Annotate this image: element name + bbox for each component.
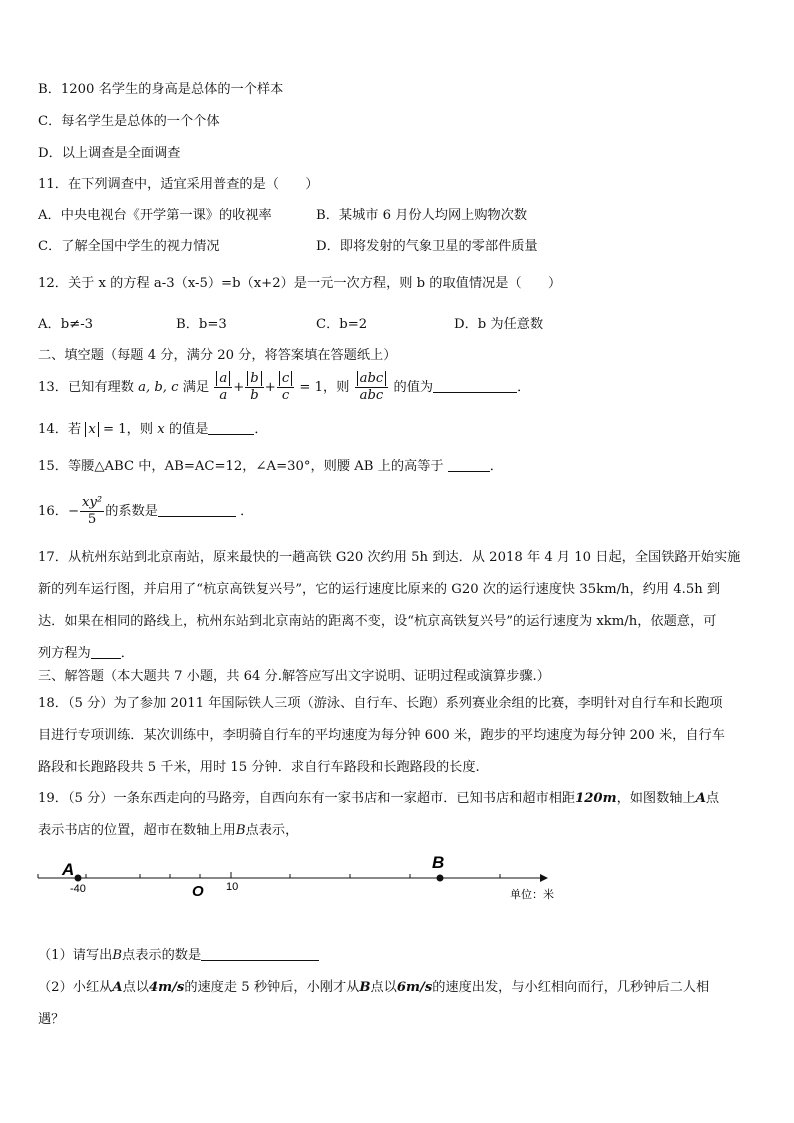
q13-suffix: 的值为 <box>393 380 434 395</box>
q15-end: ． <box>489 459 503 474</box>
q17-line-4 <box>38 644 134 664</box>
q16-num: xy² <box>82 495 103 510</box>
q11-option-d: D．即将发射的气象卫星的零部件质量 <box>316 239 538 254</box>
label-a: A <box>62 860 75 879</box>
q14-var: x <box>157 422 165 437</box>
q13-frac-a-num: a <box>216 371 230 386</box>
q17-answer-blank[interactable] <box>91 644 121 659</box>
q13-equals: = 1，则 <box>299 380 350 395</box>
q19-l2-text-a: 表示书店的位置，超市在数轴上用 <box>38 823 236 838</box>
q16-end: ． <box>240 504 254 519</box>
tick-label-10: 10 <box>226 881 239 893</box>
q18-line-3: 路段和长跑路段共 5 千米，用时 15 分钟．求自行车路段和长跑路段的长度. <box>38 760 480 775</box>
q19-sub1-point-b: B <box>112 948 123 963</box>
unit-label: 单位：米 <box>510 889 554 901</box>
q16-frac <box>80 495 104 528</box>
q16-suffix: 的系数是 <box>105 504 158 519</box>
q19-sub-2-cont: 遇？ <box>38 1012 65 1027</box>
q16 <box>38 494 253 530</box>
q19-sub-1 <box>38 946 319 966</box>
q13-frac-abc <box>355 371 389 404</box>
q19-sub1-text-a: （1）请写出 <box>38 948 113 963</box>
q13-plus-2: + <box>264 380 276 395</box>
q12-option-a: A．b≠-3 <box>38 317 94 332</box>
q14-answer-blank[interactable] <box>208 420 254 435</box>
q14-end: ． <box>254 422 268 437</box>
q13-frac-c-den: c <box>281 388 290 403</box>
q19-point-b-ref: B <box>235 823 246 838</box>
q13-end: ． <box>517 380 531 395</box>
q15-text: 15．等腰△ABC 中，AB=AC=12，∠A=30°，则腰 AB 上的高等于 <box>38 459 444 474</box>
q19-l1-text-c: 点 <box>705 791 720 806</box>
q10-option-d: D．以上调查是全面调查 <box>38 146 181 161</box>
q19-sub2-text-e: 的速度出发，与小红相向而行，几秒钟后二人相 <box>432 980 710 995</box>
q12-stem: 12．关于 x 的方程 a-3（x-5）=b（x+2）是一元一次方程，则 b 的取值情况是（ ） <box>38 276 562 291</box>
q19-l2-text-b: 点表示， <box>245 823 299 838</box>
q13-frac-a-den: a <box>219 388 228 403</box>
label-b: B <box>432 853 445 872</box>
q13-frac-c-num: c <box>279 371 292 386</box>
label-origin: O <box>192 883 204 900</box>
section-answer-heading: 三、解答题（本大题共 7 小题，共 64 分.解答应写出文字说明、证明过程或演算步骤.） <box>38 669 550 684</box>
q19-sub-2 <box>38 978 709 998</box>
q19-distance: 120m <box>575 791 617 806</box>
q19-sub2-point-b: B <box>359 980 371 995</box>
q19-sub2-point-a: A <box>112 980 123 995</box>
number-line-figure <box>30 850 590 910</box>
q16-answer-blank[interactable] <box>158 502 236 517</box>
q11-option-c: C．了解全国中学生的视力情况 <box>38 239 220 254</box>
q19-l1-text-b: ，如图数轴上 <box>616 791 696 806</box>
q13-vars: a, b, c <box>138 380 179 395</box>
q19-l1-text-a: 19．（5 分）一条东西走向的马路旁，自西向东有一家书店和一家超市．已知书店和超市相距 <box>38 791 576 806</box>
q17-end: ． <box>120 646 134 661</box>
number-line-arrow-icon <box>540 874 548 882</box>
q13-frac-b <box>245 371 263 404</box>
q17-line-3: 达．如果在相同的路线上，杭州东站到北京南站的距离不变，设“杭京高铁复兴号”的运行速度为 xkm/h，依题意，可 <box>38 614 717 629</box>
q19-point-a-ref: A <box>695 791 706 806</box>
q16-prefix: 16．− <box>38 504 80 519</box>
q14-eq: = 1，则 <box>103 422 154 437</box>
q19-sub1-text-b: 点表示的数是 <box>122 948 202 963</box>
q18-line-2: 目进行专项训练．某次训练中，李明骑自行车的平均速度为每分钟 600 米，跑步的平均速度为每分钟 200 米，自行车 <box>38 728 725 743</box>
q15 <box>38 457 503 477</box>
q13-frac-abc-num: abc <box>357 371 387 386</box>
q13-frac-c <box>277 371 294 404</box>
q11-stem: 11．在下列调查中，适宜采用普查的是（ ） <box>38 177 319 192</box>
q13-frac-b-num: b <box>247 371 261 386</box>
q11-option-a: A．中央电视台《开学第一课》的收视率 <box>38 208 272 223</box>
q10-option-c: C．每名学生是总体的一个个体 <box>38 114 220 129</box>
q19-line-1 <box>38 789 719 809</box>
q13-frac-b-den: b <box>250 388 259 403</box>
q15-answer-blank[interactable] <box>448 457 490 472</box>
q19-sub2-speed-1: 4m/s <box>148 980 185 995</box>
q19-sub2-speed-2: 6m/s <box>396 980 433 995</box>
q14-suffix: 的值是 <box>168 422 209 437</box>
q17-line-4-text: 列方程为 <box>38 646 91 661</box>
point-a-dot <box>75 875 82 882</box>
q14-abs-var: x <box>85 422 98 437</box>
q13-mid: 满足 <box>182 380 210 395</box>
section-fill-in-heading: 二、填空题（每题 4 分，满分 20 分，将答案填在答题纸上） <box>38 348 397 363</box>
q10-option-b: B．1200 名学生的身高是总体的一个样本 <box>38 82 284 97</box>
q13-plus-1: + <box>233 380 245 395</box>
q14 <box>38 420 268 440</box>
q12-option-d: D．b 为任意数 <box>454 317 544 332</box>
q19-sub2-text-d: 点以 <box>370 980 397 995</box>
q19-line-2 <box>38 821 298 841</box>
q19-sub2-text-b: 点以 <box>122 980 149 995</box>
tick-label-neg40: -40 <box>70 883 86 895</box>
q13-answer-blank[interactable] <box>433 378 517 393</box>
q11-option-b: B．某城市 6 月份人均网上购物次数 <box>316 208 528 223</box>
q17-line-1: 17．从杭州东站到北京南站，原来最快的一趟高铁 G20 次约用 5h 到达．从 2018 年 4 月 10 日起，全国铁路开始实施 <box>38 550 741 565</box>
q13-frac-a <box>214 371 232 404</box>
q16-den: 5 <box>87 512 97 527</box>
q19-sub1-answer-blank[interactable] <box>201 946 319 961</box>
q17-line-2: 新的列车运行图，并启用了“杭京高铁复兴号”，它的运行速度比原来的 G20 次的运行速度快 35km/h，约用 4.5h 到 <box>38 582 721 597</box>
q13-frac-abc-den: abc <box>359 388 384 403</box>
q19-sub2-text-c: 的速度走 5 秒钟后，小刚才从 <box>184 980 360 995</box>
q13 <box>38 370 530 406</box>
q19-sub2-text-a: （2）小红从 <box>38 980 113 995</box>
q18-line-1: 18．（5 分）为了参加 2011 年国际铁人三项（游泳、自行车、长跑）系列赛业余组的比赛，李明针对自行车和长跑项 <box>38 696 723 711</box>
q12-option-c: C．b=2 <box>316 317 368 332</box>
q13-prefix: 13．已知有理数 <box>38 380 134 395</box>
q14-prefix: 14．若 <box>38 422 82 437</box>
point-b-dot <box>437 875 444 882</box>
q12-option-b: B．b=3 <box>176 317 227 332</box>
